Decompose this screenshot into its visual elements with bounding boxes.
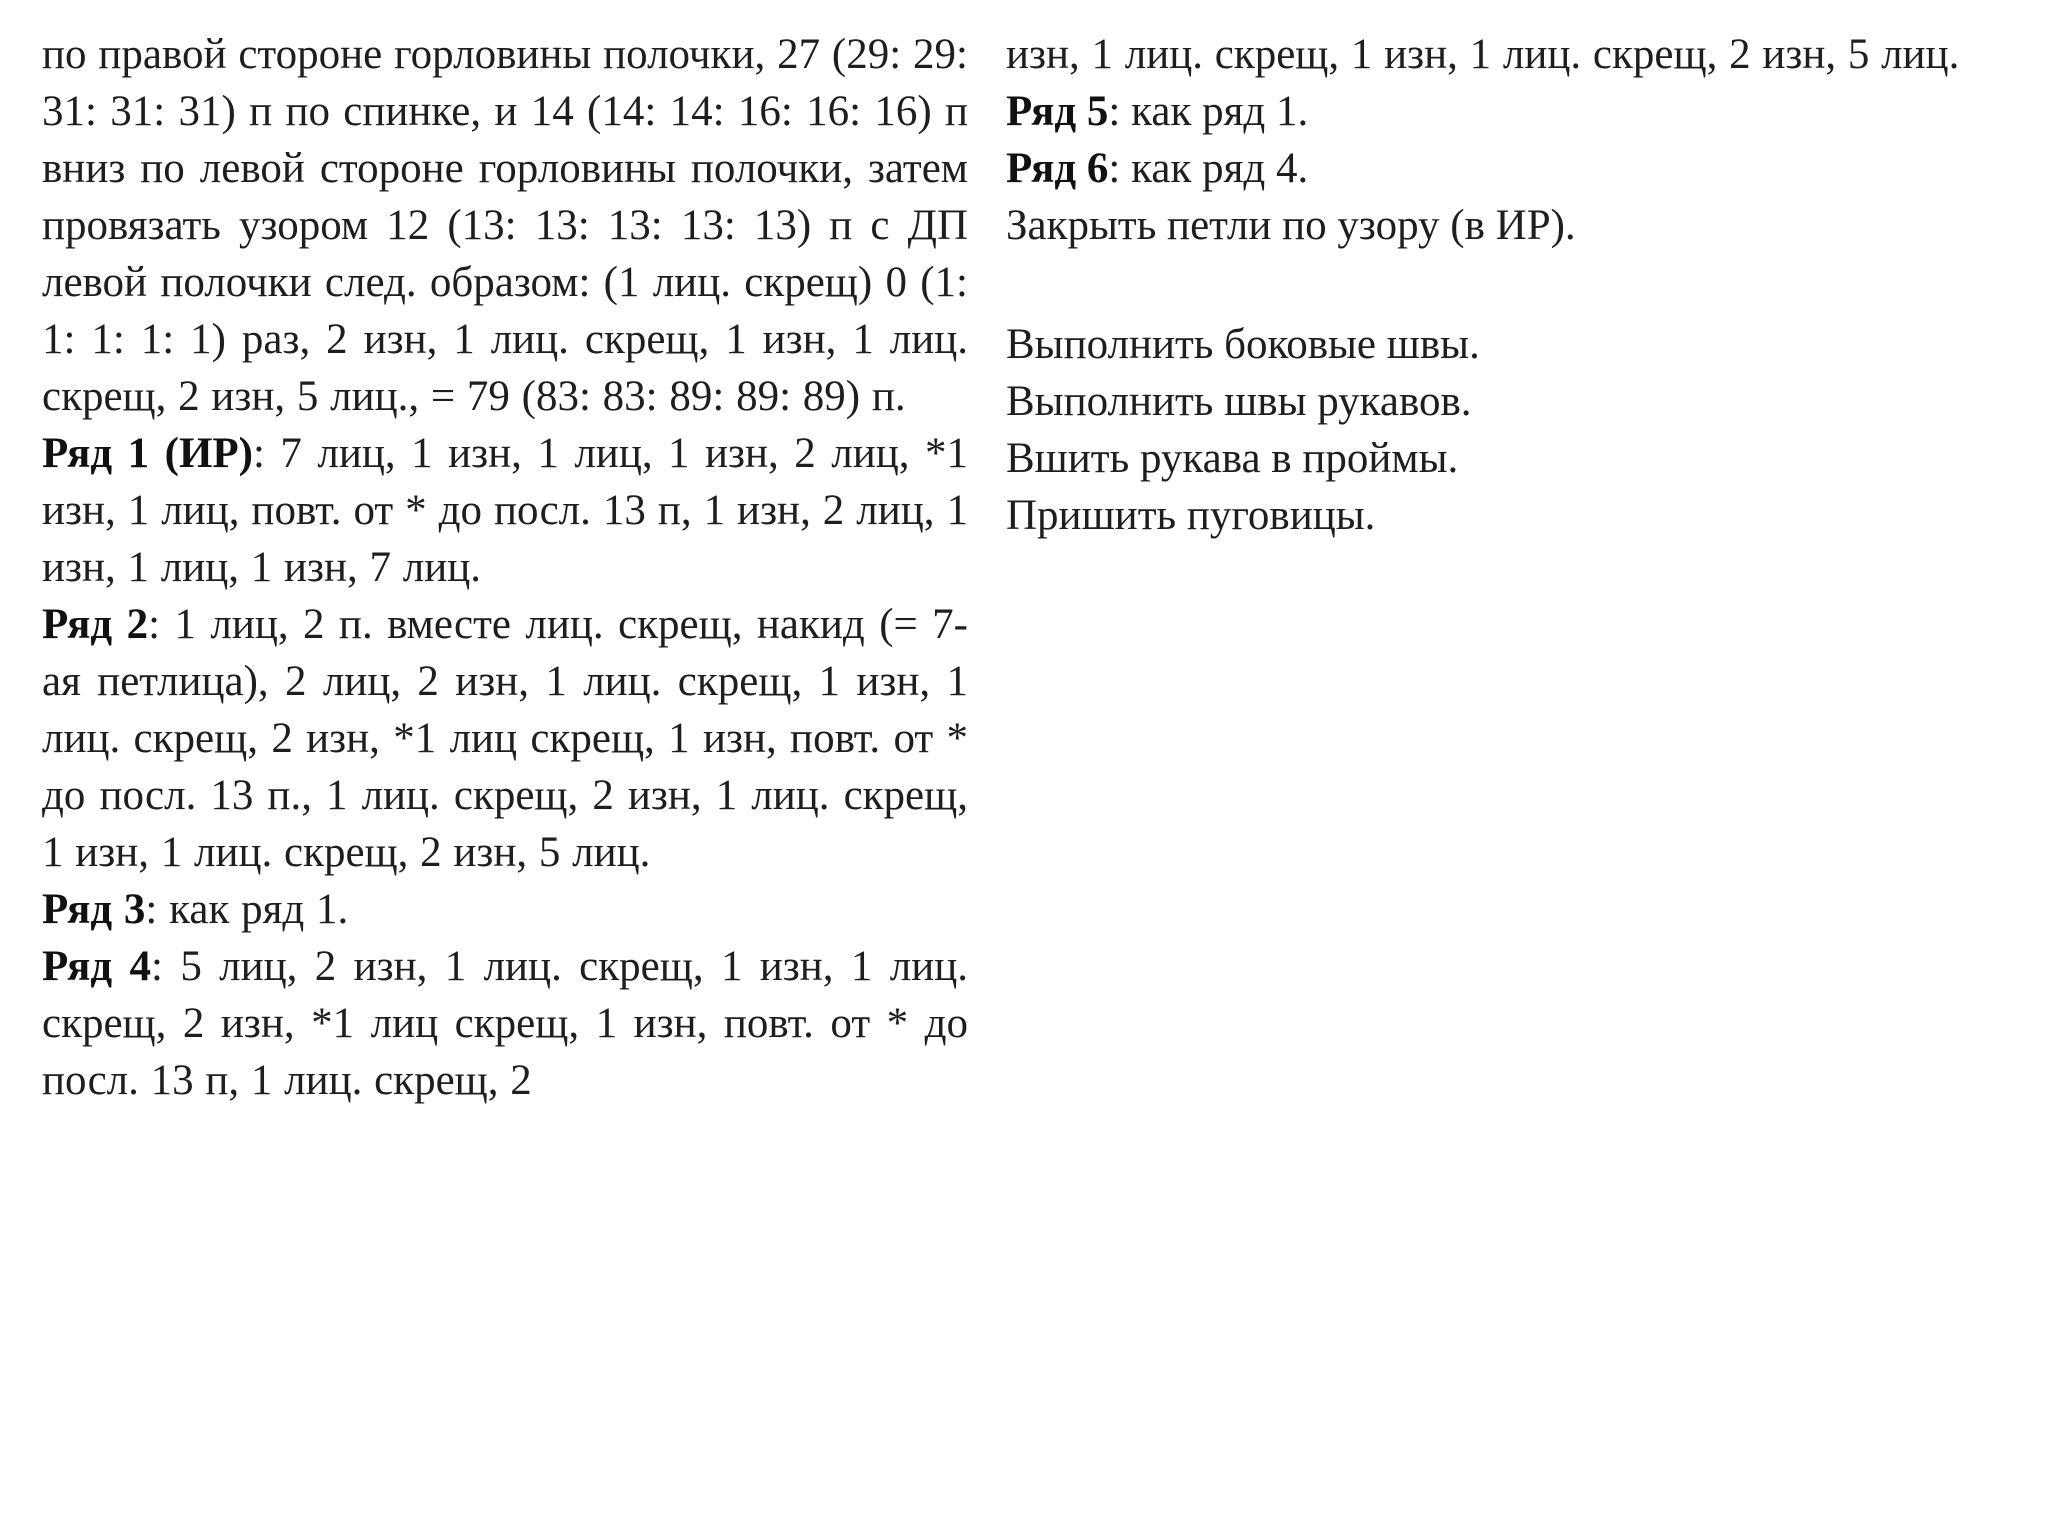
row-2-paragraph	[42, 596, 968, 881]
row-2-text: : 1 лиц, 2 п. вместе лиц. скрещ, накид (= 7-ая петлица), 2 лиц, 2 изн, 1 лиц. скрещ, 1 изн, 1 лиц. скрещ, 2 изн, *1 лиц скрещ, 1 изн, повт. от * до посл. 13 п., 1 лиц. скрещ, 2 изн, 1 лиц. скрещ, 1 изн, 1 лиц. скрещ, 2 изн, 5 лиц.	[42, 601, 969, 876]
intro-paragraph: по правой стороне горловины полочки, 27 (29: 29: 31: 31: 31) п по спинке, и 14 (14: 14: 16: 16: 16) п вниз по левой стороне горловины полочки, затем провязать узором 12 (13: 13: 13: 13: 13) п с ДП левой полочки след. образом: (1 лиц. скрещ) 0 (1: 1: 1: 1: 1) раз, 2 изн, 1 лиц. скрещ, 1 изн, 1 лиц. скрещ, 2 изн, 5 лиц., = 79 (83: 83: 89: 89: 89) п.	[42, 31, 968, 420]
row-6-label: Ряд 6	[1006, 145, 1109, 192]
bind-off-instruction: Закрыть петли по узору (в ИР).	[1006, 202, 1576, 249]
finishing-step-set-in-sleeves: Вшить рукава в проймы.	[1006, 435, 1459, 482]
row-4-label: Ряд 4	[42, 943, 152, 990]
row-4-paragraph	[42, 938, 968, 1109]
finishing-step-sew-buttons: Пришить пуговицы.	[1006, 492, 1376, 539]
right-column	[1006, 26, 2021, 544]
row-1-paragraph	[42, 425, 968, 596]
row-6-text: : как ряд 4.	[1108, 145, 1309, 192]
finishing-step-side-seams: Выполнить боковые швы.	[1006, 321, 1480, 368]
row-6-paragraph	[1006, 140, 2021, 197]
row-2-label: Ряд 2	[42, 601, 149, 648]
paragraph-gap	[1006, 254, 2021, 316]
row-3-text: : как ряд 1.	[145, 886, 349, 933]
row-4-text: : 5 лиц, 2 изн, 1 лиц. скрещ, 1 изн, 1 лиц. скрещ, 2 изн, *1 лиц скрещ, 1 изн, повт. от * до посл. 13 п, 1 лиц. скрещ, 2	[42, 943, 968, 1104]
row-3-label: Ряд 3	[42, 886, 146, 933]
row-1-text: : 7 лиц, 1 изн, 1 лиц, 1 изн, 2 лиц, *1 изн, 1 лиц, повт. от * до посл. 13 п, 1 изн, 2 лиц, 1 изн, 1 лиц, 1 изн, 7 лиц.	[42, 430, 968, 591]
row-1-label: Ряд 1 (ИР)	[42, 430, 253, 477]
row-3-paragraph	[42, 881, 968, 938]
finishing-step-sleeve-seams: Выполнить швы рукавов.	[1006, 378, 1472, 425]
row-5-paragraph	[1006, 83, 2021, 140]
row-5-label: Ряд 5	[1006, 88, 1109, 135]
row-4-continuation: изн, 1 лиц. скрещ, 1 изн, 1 лиц. скрещ, 2 изн, 5 лиц.	[1006, 31, 1960, 78]
row-5-text: : как ряд 1.	[1108, 88, 1309, 135]
left-column	[42, 26, 968, 1109]
